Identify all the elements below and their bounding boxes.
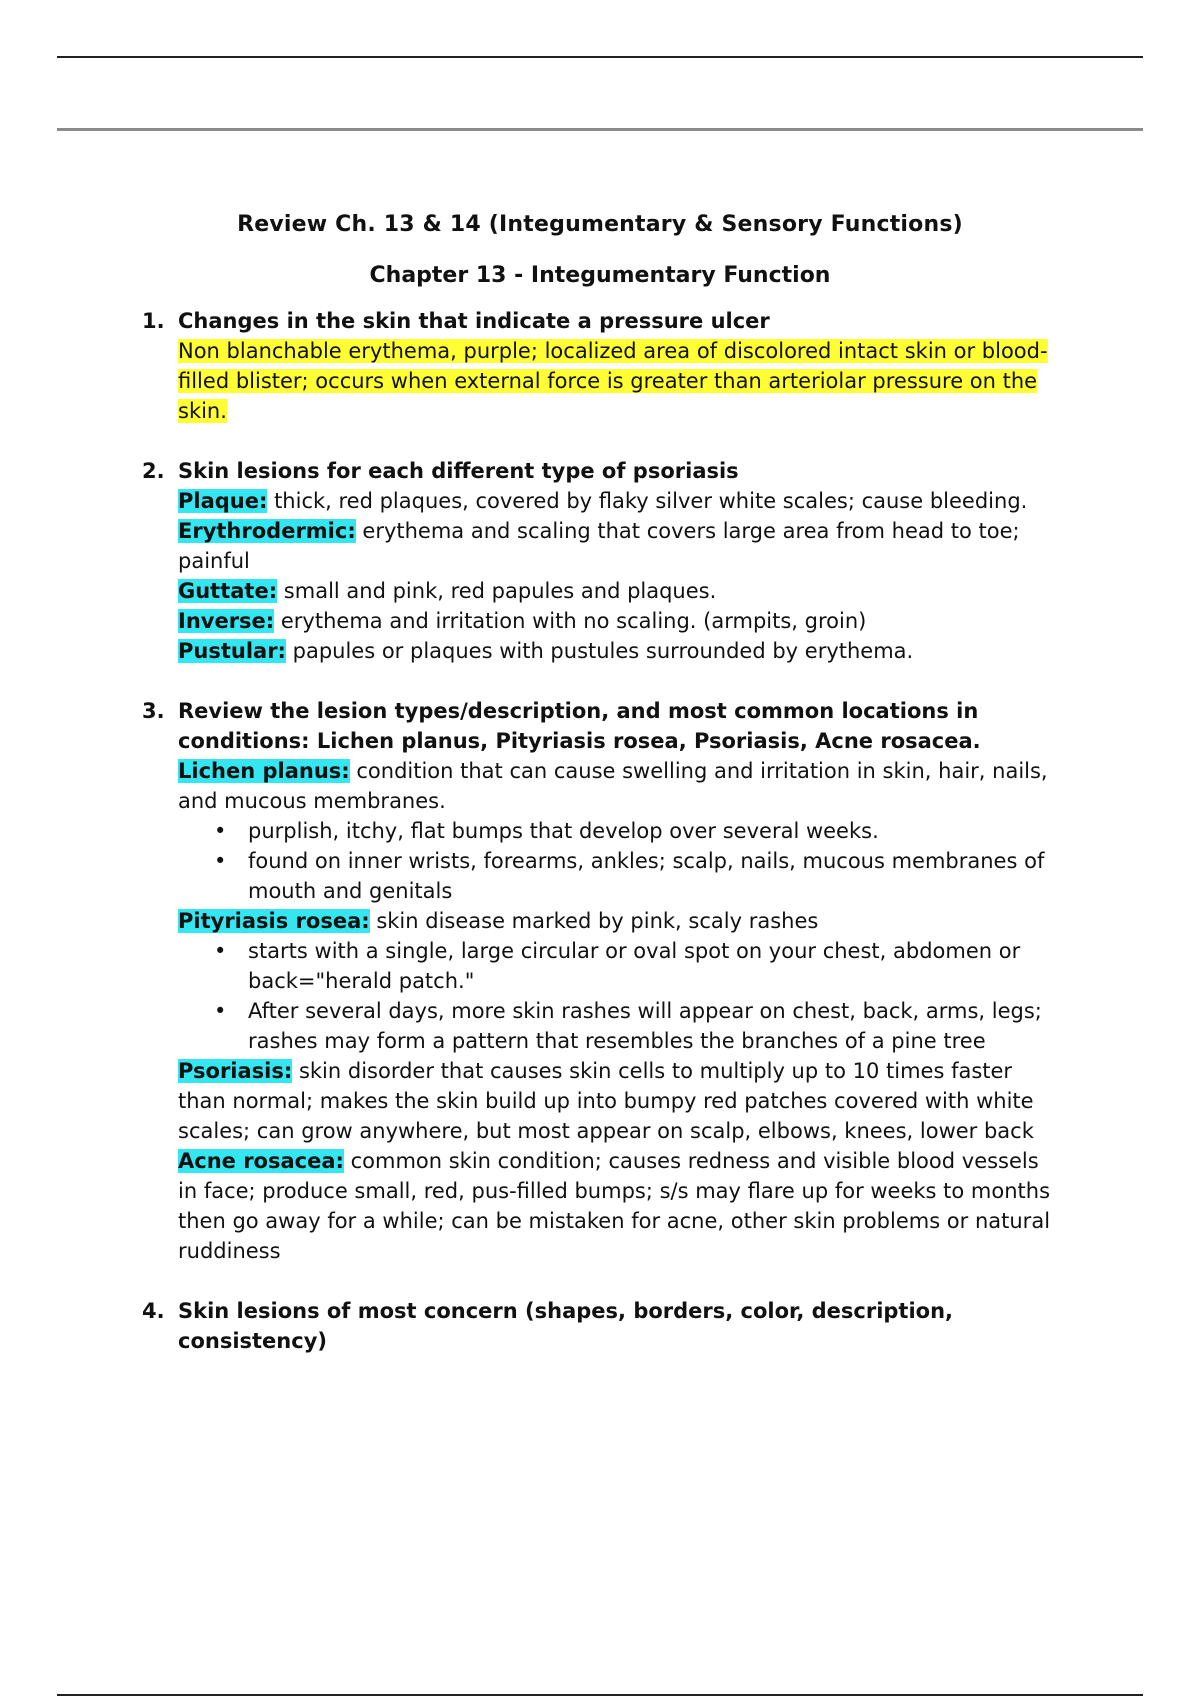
question-number: 1. [142, 309, 165, 333]
psoriasis-type-erythrodermic [178, 516, 1058, 576]
chapter-heading: Chapter 13 - Integumentary Function [369, 263, 831, 288]
highlighted-answer: Non blanchable erythema, purple; localized area of discolored intact skin or blood-filled blister; occurs when external force is greater than arteriolar pressure on the skin. [178, 339, 1048, 423]
condition-lichen-planus [178, 756, 1058, 816]
document-title: Review Ch. 13 & 14 (Integumentary & Sensory Functions) [237, 212, 963, 237]
bottom-rule [57, 1694, 1143, 1696]
term-description: skin disease marked by pink, scaly rashes [369, 909, 819, 933]
question-text: Skin lesions for each different type of psoriasis [178, 459, 739, 483]
lichen-planus-bullets [178, 816, 1058, 906]
question-number: 2. [142, 459, 165, 483]
term-description: papules or plaques with pustules surrounded by erythema. [285, 639, 914, 663]
list-item: • found on inner wrists, forearms, ankles; scalp, nails, mucous membranes of mouth and genitals [248, 846, 1058, 906]
question-text: Changes in the skin that indicate a pressure ulcer [178, 309, 770, 333]
term-description: skin disorder that causes skin cells to multiply up to 10 times faster than normal; makes the skin build up into bumpy red patches covered with white scales; can grow anywhere, but most appear on scalp, elbows, knees, lower back [178, 1059, 1034, 1143]
condition-psoriasis [178, 1056, 1058, 1146]
term-description: common skin condition; causes redness and visible blood vessels in face; produce small, red, pus-filled bumps; s/s may flare up for weeks to months then go away for a while; can be mistaken for acne, other skin problems or natural ruddiness [178, 1149, 1051, 1263]
question-3 [142, 696, 1058, 1266]
condition-acne-rosacea [178, 1146, 1058, 1266]
term-description: erythema and irritation with no scaling. (armpits, groin) [274, 609, 867, 633]
psoriasis-type-pustular [178, 636, 1058, 666]
question-2 [142, 456, 1058, 666]
term-description: thick, red plaques, covered by flaky silver white scales; cause bleeding. [267, 489, 1028, 513]
psoriasis-type-plaque [178, 486, 1058, 516]
question-number: 3. [142, 699, 165, 723]
term-description: condition that can cause swelling and irritation in skin, hair, nails, and mucous membranes. [178, 759, 1048, 813]
term-label: Erythrodermic: [178, 519, 356, 543]
term-label: Plaque: [178, 489, 268, 513]
term-label: Guttate: [178, 579, 278, 603]
term-description: erythema and scaling that covers large area from head to toe; painful [178, 519, 1020, 573]
header-rule [57, 128, 1143, 131]
document-body [0, 212, 1200, 1386]
list-item: • After several days, more skin rashes will appear on chest, back, arms, legs; rashes may form a pattern that resembles the branches of a pine tree [248, 996, 1058, 1056]
list-item: • purplish, itchy, flat bumps that develop over several weeks. [248, 816, 1058, 846]
term-label: Lichen planus: [178, 759, 350, 783]
psoriasis-type-guttate [178, 576, 1058, 606]
list-item: • starts with a single, large circular or oval spot on your chest, abdomen or back="herald patch." [248, 936, 1058, 996]
pityriasis-rosea-bullets [178, 936, 1058, 1056]
term-label: Pustular: [178, 639, 286, 663]
term-label: Inverse: [178, 609, 275, 633]
term-label: Acne rosacea: [178, 1149, 344, 1173]
question-1 [142, 306, 1058, 426]
question-number: 4. [142, 1299, 165, 1323]
answer-text [178, 336, 1058, 426]
term-label: Psoriasis: [178, 1059, 293, 1083]
question-4 [142, 1296, 1058, 1356]
question-text: Skin lesions of most concern (shapes, borders, color, description, consistency) [178, 1299, 954, 1353]
question-text: Review the lesion types/description, and most common locations in conditions: Lichen planus, Pityriasis rosea, Psoriasis, Acne rosacea. [178, 699, 981, 753]
psoriasis-type-inverse [178, 606, 1058, 636]
term-label: Pityriasis rosea: [178, 909, 370, 933]
term-description: small and pink, red papules and plaques. [277, 579, 717, 603]
condition-pityriasis-rosea [178, 906, 1058, 936]
top-rule [57, 56, 1143, 58]
